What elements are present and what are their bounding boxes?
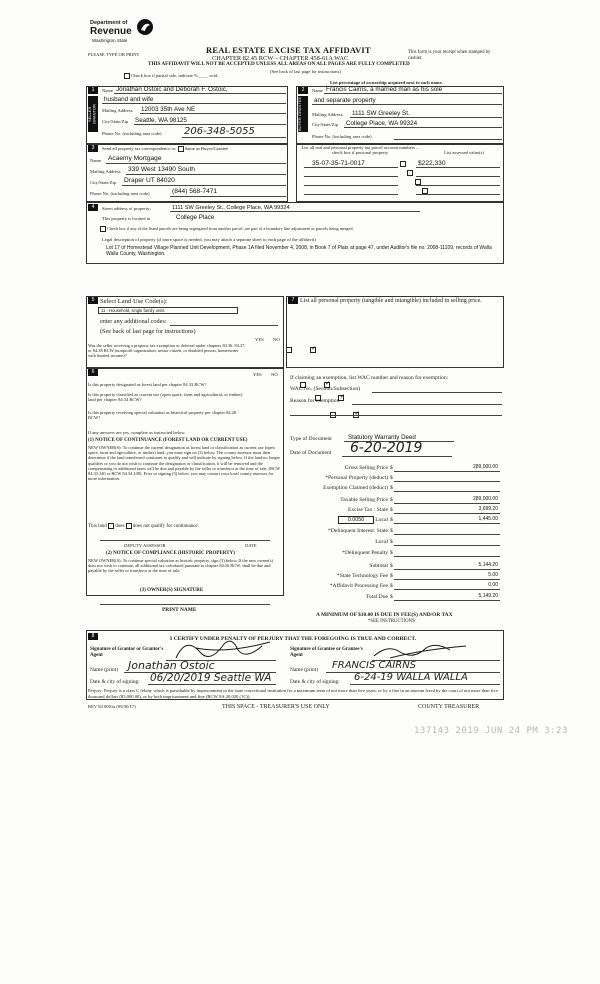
agency-logo (90, 18, 160, 50)
ownership-note: List percentage of ownership acquired next to each name. (330, 80, 443, 85)
personal-property-section (286, 296, 504, 368)
tax-row-label: *Delinquent Penalty (342, 550, 388, 556)
tax-row-amount[interactable]: 289,000.00 (472, 464, 498, 470)
tax-row-label: Total Due (365, 594, 388, 600)
forest-no-label: NO (271, 372, 278, 377)
tax-row-label: Local (375, 517, 388, 523)
corr-city-line (122, 185, 286, 186)
owner-signature-label: (3) OWNER(S) SIGNATURE (140, 588, 204, 593)
grantor-sig-label: Signature of Grantor or Grantor's Agent (90, 647, 164, 658)
print-name-label: PRINT NAME (162, 607, 197, 613)
grantor-date-value[interactable]: 06/20/2019 Seattle WA (150, 672, 272, 684)
deputy-date-label: DATE (245, 543, 257, 548)
location-value[interactable]: College Place (176, 214, 215, 221)
parcel-line-3 (304, 185, 398, 186)
section-4-number: 4 (88, 204, 98, 211)
buyer-name-value2[interactable]: and separate property (314, 97, 376, 104)
parcel-line-4 (304, 194, 398, 195)
reason-line (352, 404, 502, 405)
assessed-line-4 (416, 194, 500, 195)
parcel-line-2 (304, 176, 398, 177)
land-use-code-box[interactable] (98, 307, 238, 314)
local-rate-value: 0.0050 (347, 517, 365, 523)
forest-if-yes: If any answers are yes, complete as instructed below. (88, 430, 186, 435)
seller-name-value[interactable]: Jonathan Ostoic and Deborah F. Ostoic, (116, 86, 228, 93)
additional-codes-line (170, 325, 278, 326)
parcel-2-checkbox[interactable] (407, 170, 413, 176)
seller-phone-value[interactable]: 206-348-5055 (184, 126, 255, 137)
same-as-buyer-label: Same as Buyer/Grantee (184, 146, 229, 152)
section-6-number: 6 (88, 369, 98, 376)
certify-heading: I CERTIFY UNDER PENALTY OF PERJURY THAT THE FOREGOING IS TRUE AND CORRECT. (170, 636, 417, 642)
tax-row: Gross Selling Price $ 289,000.00 (344, 464, 498, 471)
rev-code: REV 84 0001a (09/30/17) (88, 704, 136, 709)
tax-row-label: *Delinquent Interest: State (328, 528, 388, 534)
corr-phone-line (170, 196, 286, 197)
doc-date-line (342, 456, 452, 457)
buyer-address-line (350, 117, 502, 118)
doc-date-value[interactable]: 6-20-2019 (350, 440, 423, 456)
tax-row-amount[interactable]: 5,144.20 (478, 562, 498, 568)
seller-address-value[interactable]: 12003 35th Ave NE (141, 106, 196, 113)
perjury-note: Perjury: Perjury is a class C felony which is punishable by imprisonment in the state correctional institution for a maximum term of not more than five years, or by a fine in an amount fixed by the court of not more than five thousand dollars ($5,000.00), or by both imprisonment and fine (RCW 9A.20.020 (1C)). (88, 688, 498, 699)
agency-line3: Washington State (92, 38, 128, 43)
grantor-name-label: Name (print) (90, 667, 118, 673)
grantee-date-value[interactable]: 6-24-19 WALLA WALLA (354, 672, 468, 683)
deputy-label: DEPUTY ASSESSOR (124, 543, 166, 548)
parcel-3-checkbox[interactable] (415, 179, 421, 185)
doc-date-label: Date of Document (290, 450, 332, 456)
grantor-date-label: Date & city of signing: (90, 679, 140, 685)
local-rate-box[interactable] (338, 516, 374, 524)
section-8-number: 8 (88, 633, 98, 640)
buyer-name-line (324, 93, 502, 94)
seller-side-label: SELLER GRANTOR (88, 96, 98, 132)
parcel-4-checkbox[interactable] (422, 188, 428, 194)
historic-text: NEW OWNER(S): To continue special valuation as historic property, sign (3) below. If the new owner(s) does not wish to continue, all additional tax calculated pursuant to chapter 84.26 RCW, shall be due and payable by the seller or transferor at the time of sale. (88, 558, 273, 574)
assessed-line-3 (416, 185, 500, 186)
buyer-address-label: Mailing Address (312, 112, 343, 117)
grantee-name-value[interactable]: FRANCIS CAIRNS (332, 660, 417, 671)
forest-yes-label: YES (253, 372, 262, 377)
land-use-heading: Select Land Use Code(s): (100, 298, 168, 305)
tax-row-amount[interactable]: 289,000.00 (472, 496, 498, 502)
buyer-address-value[interactable]: 1111 SW Greeley St. (352, 110, 410, 117)
deputy-line (100, 540, 270, 541)
grantor-name-value[interactable]: Jonathan Ostoic (128, 659, 215, 672)
seller-address-line (140, 113, 286, 114)
land-use-code-value: 11 - Household, single family units (101, 308, 165, 313)
tax-row: *State Technology Fee $ 5.00 (336, 572, 498, 579)
tax-row-label: Taxable Selling Price (340, 497, 388, 503)
same-as-buyer-checkbox[interactable] (178, 146, 184, 152)
tax-row-amount[interactable]: 1,445.00 (478, 516, 498, 522)
section-3-number: 3 (88, 145, 98, 152)
seller-phone-line (182, 137, 286, 138)
seller-city-value[interactable]: Seattle, WA 98125 (135, 117, 187, 124)
corr-phone-label: Phone No. (including area code) (90, 191, 150, 196)
tax-row: Local $ (290, 539, 502, 547)
parcel-line-1 (304, 167, 398, 168)
tax-row: *Affidavit Processing Fee $ 0.00 (329, 582, 498, 589)
tax-row-amount[interactable]: 5.00 (488, 572, 498, 578)
print-name-line (100, 604, 270, 605)
buyer-phone-label: Phone No. (including area code) (312, 134, 372, 139)
exemption-question: Was the seller receiving a property tax exemption or deferral under chapters 84.36, 84.37, or 84.38 RCW (nonprofit organization, senior citizen, or disabled person, homeowner with limited income)? (88, 343, 246, 359)
street-line (170, 211, 420, 212)
correspondence-heading: Send all property tax correspondence to: (102, 146, 177, 152)
segregated-label: Check box if any of the listed parcels are being segregated from another parcel, are part of a boundary line adjustment or parcels being merged. (107, 226, 354, 232)
tax-row: Taxable Selling Price $ 289,000.00 (340, 496, 498, 503)
forest-q2: Is this property classified as current use (open space, farm and agricultural, or timber) land per chapter 84.34 RCW? (88, 392, 243, 403)
grantee-date-label: Date & city of signing: (290, 679, 340, 685)
buyer-side-label: BUYER GRANTEE (298, 96, 308, 132)
form-subtitle: CHAPTER 82.45 RCW – CHAPTER 458-61A WAC (212, 55, 349, 62)
partial-sale-checkbox[interactable] (124, 73, 130, 79)
corr-name-label: Name (90, 158, 101, 163)
corr-phone-value[interactable]: (844) 568-7471 (172, 188, 218, 195)
corr-city-label: City/State/Zip (90, 180, 117, 185)
seller-name-line2 (102, 103, 286, 104)
section-7-number: 7 (288, 297, 298, 304)
section-2-number: 2 (298, 87, 308, 94)
agency-line1: Department of (90, 20, 128, 26)
segregated-row (100, 226, 500, 232)
buyer-city-line (344, 127, 502, 128)
forest-q1: Is this property designated as forest land per chapter 84.33 RCW? (88, 382, 207, 387)
partial-sale-row (124, 73, 218, 79)
minimum-note: A MINIMUM OF $10.00 IS DUE IN FEE(S) AND/OR TAX (316, 612, 453, 618)
tax-row-label: Subtotal (369, 563, 388, 569)
form-warning: THIS AFFIDAVIT WILL NOT BE ACCEPTED UNLESS ALL AREAS ON ALL PAGES ARE FULLY COMPLETED (148, 61, 410, 67)
personal-property-heading: List all personal property (tangible and intangible) included in selling price. (300, 298, 482, 304)
corr-name-value[interactable]: Acaemy Mortgage (108, 155, 162, 162)
land-use-yes-label: YES (255, 337, 264, 342)
treasurer-space: THIS SPACE - TREASURER'S USE ONLY (222, 704, 330, 710)
corr-address-label: Mailing Address (90, 169, 121, 174)
assessed-line-1 (416, 167, 500, 168)
street-value[interactable]: 1111 SW Greeley St., College Place, WA 99324 (172, 205, 290, 211)
buyer-phone-line (394, 139, 502, 140)
tax-row: Exemption Claimed (deduct) $ (290, 485, 502, 493)
location-label: This property is located in (102, 216, 151, 221)
form-title: REAL ESTATE EXCISE TAX AFFIDAVIT (206, 45, 371, 55)
correspondence-heading-row (102, 146, 228, 152)
receipt-note-text: This form is your receipt when stamped by cashier. (408, 50, 491, 61)
tax-row-label: Excise Tax : State (347, 507, 388, 513)
tax-row-label: Gross Selling Price (344, 465, 388, 471)
buyer-city-value[interactable]: College Place, WA 99324 (346, 120, 418, 127)
partial-sale-label: Check box if partial sale, indicate % ____ sold. (131, 73, 219, 79)
seller-name-label: Name (102, 88, 113, 93)
forest-q3: Is this property receiving special valuation as historical property per chapter 84.26 RCW? (88, 410, 237, 421)
tax-row: Total Due $ 5,149.20 (365, 593, 498, 600)
tax-row-label: Exemption Claimed (deduct) (323, 485, 388, 491)
land-use-see-back: (See back of last page for instructions) (100, 328, 196, 335)
tax-row: 0.0050 Local $ 1,445.00 (290, 517, 502, 525)
does-not-label: does not (132, 524, 150, 530)
grantee-date-line (350, 684, 500, 685)
land-label: This land (88, 524, 107, 530)
tax-row: Subtotal $ 5,144.20 (369, 562, 498, 569)
segregated-checkbox[interactable] (100, 226, 106, 232)
legal-label: Legal description of property (if more space is needed, you may attach a separate sheet to each page of the affidavit) (102, 237, 316, 242)
print-note: PLEASE TYPE OR PRINT (88, 52, 140, 57)
tax-row: Excise Tax : State $ 3,699.20 (347, 506, 498, 513)
tax-row-amount[interactable]: 3,699.20 (478, 506, 498, 512)
recording-stamp: 137143 2019 JUN 24 PM 3:23 (414, 726, 568, 736)
see-back-note: (See back of last page for instructions) (270, 69, 341, 74)
county-treasurer: COUNTY TREASURER (418, 704, 480, 710)
seller-city-label: City/State/Zip (102, 119, 129, 124)
corr-address-line (126, 174, 286, 175)
street-label: Street address of property: (102, 206, 151, 211)
tax-row-amount[interactable]: 5,149.20 (478, 593, 498, 599)
legal-value[interactable]: Lot 17 of Homestead Village Planned Unit Development, Phase 1A filed November 4, 2008, in Book 7 of Plats at page 47, under Auditor's file no. 2008-11109, records of Walla Walla County, Washington. (106, 245, 492, 257)
tax-row: *Delinquent Interest: State $ (290, 528, 502, 536)
parcel-number[interactable]: 35-07-35-71-0017 (312, 160, 365, 167)
see-instructions: *SEE INSTRUCTIONS (368, 619, 415, 624)
land-does-checkbox[interactable] (108, 523, 114, 529)
additional-codes-label: enter any additional codes: (100, 318, 167, 325)
grantor-date-line (148, 684, 276, 685)
tax-row: *Personal Property (deduct) $ (290, 475, 502, 483)
reason-line-2 (290, 415, 502, 416)
doc-type-value[interactable]: Statutory Warranty Deed (348, 434, 416, 441)
corr-city-value[interactable]: Draper UT 84020 (124, 177, 175, 184)
assessed-line-2 (416, 176, 500, 177)
buyer-city-label: City/State/Zip (312, 122, 339, 127)
tax-row: *Delinquent Penalty $ (290, 550, 502, 558)
seller-city-line (134, 124, 286, 125)
land-does-not-checkbox[interactable] (126, 523, 132, 529)
grantee-signature[interactable] (370, 640, 470, 662)
land-use-no-label: NO (273, 337, 280, 342)
continuance-text: NEW OWNER(S): To continue the current designation as forest land or classification as current use (open space, farm and agriculture, or timber) land, you must sign on (3) below. The county assessor must then determine if the land transferred continues to qualify and will indicate by signing below. If the land no longer qualifies or you do not wish to continue the designation or classification, it will be removed and the compensating or additional taxes will be due and payable by the seller or transferor at the time of sale. (RCW 84.33.140 or RCW 84.34.108). Prior to signing (3) below, you may contact your local county assessor for more information. (88, 445, 281, 482)
grantee-name-label: Name (print) (290, 667, 318, 673)
corr-address-value[interactable]: 339 West 13490 South (128, 166, 195, 173)
tax-row-label: *State Technology Fee (336, 573, 388, 579)
doc-type-label: Type of Document (290, 436, 332, 442)
tax-row-label: *Affidavit Processing Fee (329, 583, 388, 589)
section-1-number: 1 (88, 87, 98, 94)
seller-address-label: Mailing Address (102, 108, 133, 113)
seller-phone-label: Phone No. (including area code) (102, 131, 162, 136)
qualify-label: qualify for continuance. (150, 524, 199, 530)
parcels-heading: List all real and personal property tax parcel account numbers – check box if personal property (301, 145, 419, 156)
land-qualify-row (88, 523, 199, 530)
buyer-name-value[interactable]: Francis Cairns, a married man as his sole (326, 86, 443, 93)
buyer-name-line2 (312, 104, 502, 105)
section-5-number: 5 (88, 297, 98, 304)
exemption-heading: If claiming an exemption, list WAC number and reason for exemption: (290, 375, 449, 381)
wac-label: WAC No. (Section/Subsection) (290, 386, 361, 392)
corr-name-line (106, 163, 286, 164)
agency-line2: Revenue (90, 26, 132, 37)
grantee-sig-label: Signature of Grantee or Grantee's Agent (290, 647, 363, 658)
wac-line (372, 392, 502, 393)
tax-row-label: Local (375, 539, 388, 545)
buyer-name-label: Name (312, 88, 323, 93)
historic-heading: (2) NOTICE OF COMPLIANCE (HISTORIC PROPERTY) (106, 551, 235, 556)
does-label: does (115, 524, 125, 530)
agency-swirl-icon (136, 18, 154, 36)
assessed-value[interactable]: $222,330 (418, 160, 446, 167)
parcel-1-checkbox[interactable] (400, 161, 406, 167)
tax-row-label: *Personal Property (deduct) (325, 475, 388, 481)
tax-row-amount[interactable]: 0.00 (488, 582, 498, 588)
assessed-heading: List assessed value(s) (444, 150, 484, 155)
seller-name-value2[interactable]: husband and wife (104, 96, 154, 103)
reason-label: Reason for exemption (290, 398, 340, 404)
seller-name-line (114, 93, 286, 94)
continuance-heading: (1) NOTICE OF CONTINUANCE (FOREST LAND OR CURRENT USE) (88, 438, 248, 443)
receipt-note (408, 50, 496, 61)
